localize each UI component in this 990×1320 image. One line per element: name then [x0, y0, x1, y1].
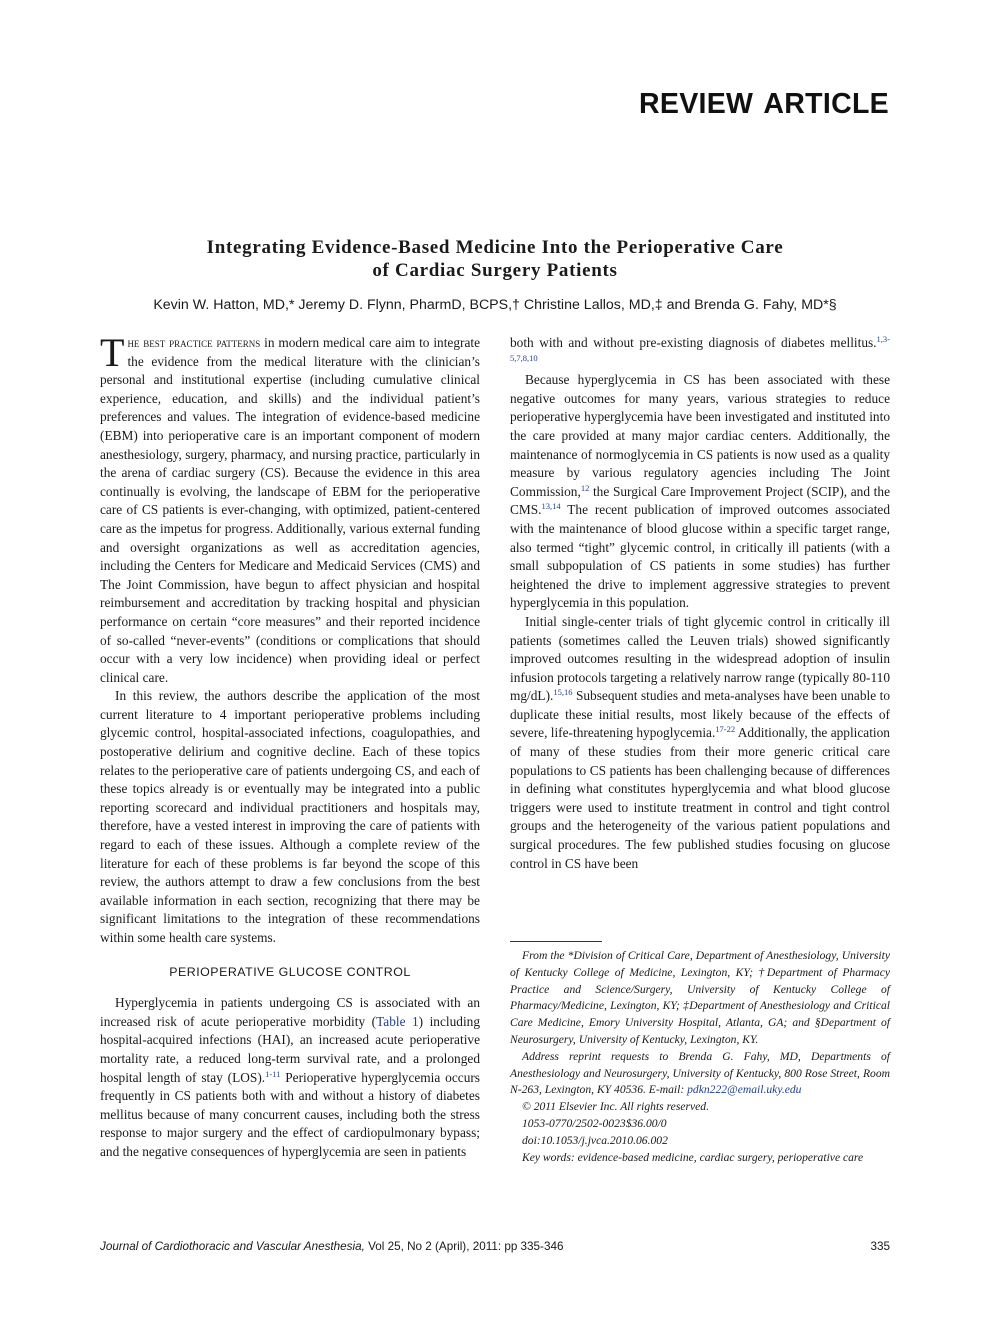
trials-text-b: Subsequent studies and meta-analyses have been unable to duplicate these initial results, most likely because of the effects of severe, life-threatening hypoglycemia.: [510, 688, 890, 741]
affiliations-note: From the *Division of Critical Care, Department of Anesthesiology, University of Kentucky College of Medicine, Lexington, KY; †Department of Pharmacy Practice and Science/Surgery, University of Kentucky College of Pharmacy/Medicine, Lexington, KY; ‡Department of Anesthesiology and Critical Care Medicine, Emory University Hospital, Atlanta, GA; and §Department of Neurosurgery, University of Kentucky, Lexington, KY.: [510, 949, 890, 1046]
title-line-1: Integrating Evidence-Based Medicine Into the Perioperative Care: [206, 237, 784, 258]
section-heading: PERIOPERATIVE GLUCOSE CONTROL: [169, 964, 411, 979]
copyright-note: © 2011 Elsevier Inc. All rights reserved.: [522, 1100, 709, 1114]
intro-paragraph: [100, 330, 480, 687]
citation-link[interactable]: 1-11: [265, 1068, 281, 1079]
continued-paragraph: [510, 334, 890, 371]
section-label: REVIEW ARTICLE: [639, 88, 889, 120]
citation-link[interactable]: 1,3-5,7,8,10: [510, 334, 890, 363]
glucose-text-b: ) including hospital-acquired infections (HAI), an increased acute perioperative mortality rate, a reduced long-term survival rate, and a prolonged hospital length of stay (LOS).: [100, 1013, 481, 1085]
glucose-text-a: Hyperglycemia in patients undergoing CS is associated with an increased risk of acute perioperative morbidity (: [100, 995, 480, 1029]
doi-note: doi:10.1053/j.jvca.2010.06.002: [522, 1133, 668, 1147]
strategies-text-b: the Surgical Care Improvement Project (SCIP), and the CMS.: [510, 483, 890, 518]
citation-link[interactable]: 15,16: [553, 687, 573, 698]
right-column: [510, 334, 890, 873]
journal-name: Journal of Cardiothoracic and Vascular Anesthesia,: [100, 1240, 365, 1253]
table-1-link[interactable]: Table 1: [376, 1013, 419, 1029]
title-line-2: of Cardiac Surgery Patients: [372, 259, 618, 281]
continued-text: both with and without pre-existing diagnosis of diabetes mellitus.: [510, 335, 877, 350]
lead-in: he best practice patterns: [127, 335, 261, 350]
journal-citation: [100, 1240, 563, 1253]
author-list: Kevin W. Hatton, MD,* Jeremy D. Flynn, PharmD, BCPS,† Christine Lallos, MD,‡ and Brenda G. Fahy, MD*§: [153, 297, 837, 313]
left-column: [100, 330, 481, 1162]
citation-details: Vol 25, No 2 (April), 2011: pp 335-346: [364, 1240, 564, 1253]
citation-link[interactable]: 12: [580, 482, 590, 493]
article-title: [100, 237, 890, 282]
citation-link[interactable]: 13,14: [541, 501, 561, 512]
glucose-paragraph: [100, 994, 480, 1161]
address-note: [510, 1049, 890, 1099]
citation-link[interactable]: 17-22: [715, 724, 736, 735]
strategies-text-a: Because hyperglycemia in CS has been associated with these negative outcomes for many years, various strategies to reduce perioperative hyperglycemia have been investigated and instituted into the care provided at many major cardiac centers. Additionally, the maintenance of normoglycemia in CS patients is now used as a quality measure by various regulatory agencies including The Joint Commission,: [510, 372, 890, 499]
address-text: Address reprint requests to Brenda G. Fahy, MD, Departments of Anesthesiology and Neurosurgery, University of Kentucky, 800 Rose Street, Room N-263, Lexington, KY 40536. E-mail:: [510, 1049, 890, 1097]
keywords-note: Key words: evidence-based medicine, cardiac surgery, perioperative care: [522, 1150, 864, 1164]
page-number: 335: [870, 1240, 890, 1253]
trials-text-a: Initial single-center trials of tight glycemic control in critically ill patients (sometimes called the Leuven trials) showed significantly improved outcomes resulting in the widespread adoption of insulin infusion protocols targeting a relatively narrow range (typically 80-110 mg/dL).: [510, 613, 890, 704]
footnotes: [510, 948, 890, 1166]
issn-note: 1053-0770/2502-0023$36.00/0: [522, 1116, 667, 1130]
email-link[interactable]: pdkn222@email.uky.edu: [687, 1083, 802, 1097]
intro-text: in modern medical care aim to integrate the evidence from the medical literature with the clinician’s personal and institutional expertise (including cumulative clinical experience, education, and skills) and the individual patient’s preferences and values. The integration of evidence-based medicine (EBM) into perioperative care is an important component of modern anesthesiology, surgery, pharmacy, and nursing practice, particularly in the arena of cardiac surgery (CS). Because the evidence in this area continually is evolving, the landscape of EBM for the perioperative care of CS patients is ever-changing, with optimized, patient-centered care as the impetus for progress. Additionally, various external funding and oversight organizations as well as accreditation agencies, including the Centers for Medicare and Medicaid Services (CMS) and The Joint Commission, have begun to affect physician and hospital reimbursement and accreditation by tracking hospital and physician performance on certain “core measures” and their reported incidence of so-called “never-events” (conditions or complications that should occur with a very low incidence) when providing ideal or perfect clinical care.: [100, 335, 480, 685]
strategies-text-c: The recent publication of improved outcomes associated with the maintenance of blood glucose within a specific target range, also termed “tight” glycemic control, in critically ill patients (with a small subpopulation of CS patients in some studies) has further heightened the drive to implement aggressive strategies to prevent hyperglycemia in this population.: [510, 502, 890, 611]
footnote-divider: [510, 941, 602, 942]
glucose-text-c: Perioperative hyperglycemia occurs frequently in CS patients both with and without a history of diabetes mellitus because of many concurrent causes, including both the stress response to major surgery and the effect of cardiopulmonary bypass; and the negative consequences of hyperglycemia are seen in patients: [100, 1069, 480, 1159]
strategies-paragraph: [510, 371, 890, 613]
trials-paragraph: [510, 613, 890, 873]
trials-text-c: Additionally, the application of many of these studies from their more generic critical care populations to CS patients has been challenging because of differences in defining what constitutes hyperglycemia and what blood glucose triggers were used to institute treatment in control and tight control groups and the heterogeneity of the various patient populations and surgical procedures. The few published studies focusing on glucose control in CS have been: [510, 725, 890, 871]
review-scope-paragraph: In this review, the authors describe the application of the most current literature to 4 important perioperative problems including glycemic control, hospital-associated infections, coagulopathies, and postoperative delirium and cognitive decline. Each of these topics relates to the perioperative care of patients undergoing CS, and each of these topics already is or eventually may be integrated into a public reporting scorecard and individual practitioners and hospitals may, therefore, have a vested interest in improving the care of patients with regard to each of these issues. Although a complete review of the literature for each of these problems is far beyond the scope of this review, the authors attempt to draw a few conclusions from the best available information in each section, recognizing that there may be significant limitations to the integration of these recommendations within some health care systems.: [100, 688, 480, 945]
drop-cap: T: [100, 330, 125, 375]
